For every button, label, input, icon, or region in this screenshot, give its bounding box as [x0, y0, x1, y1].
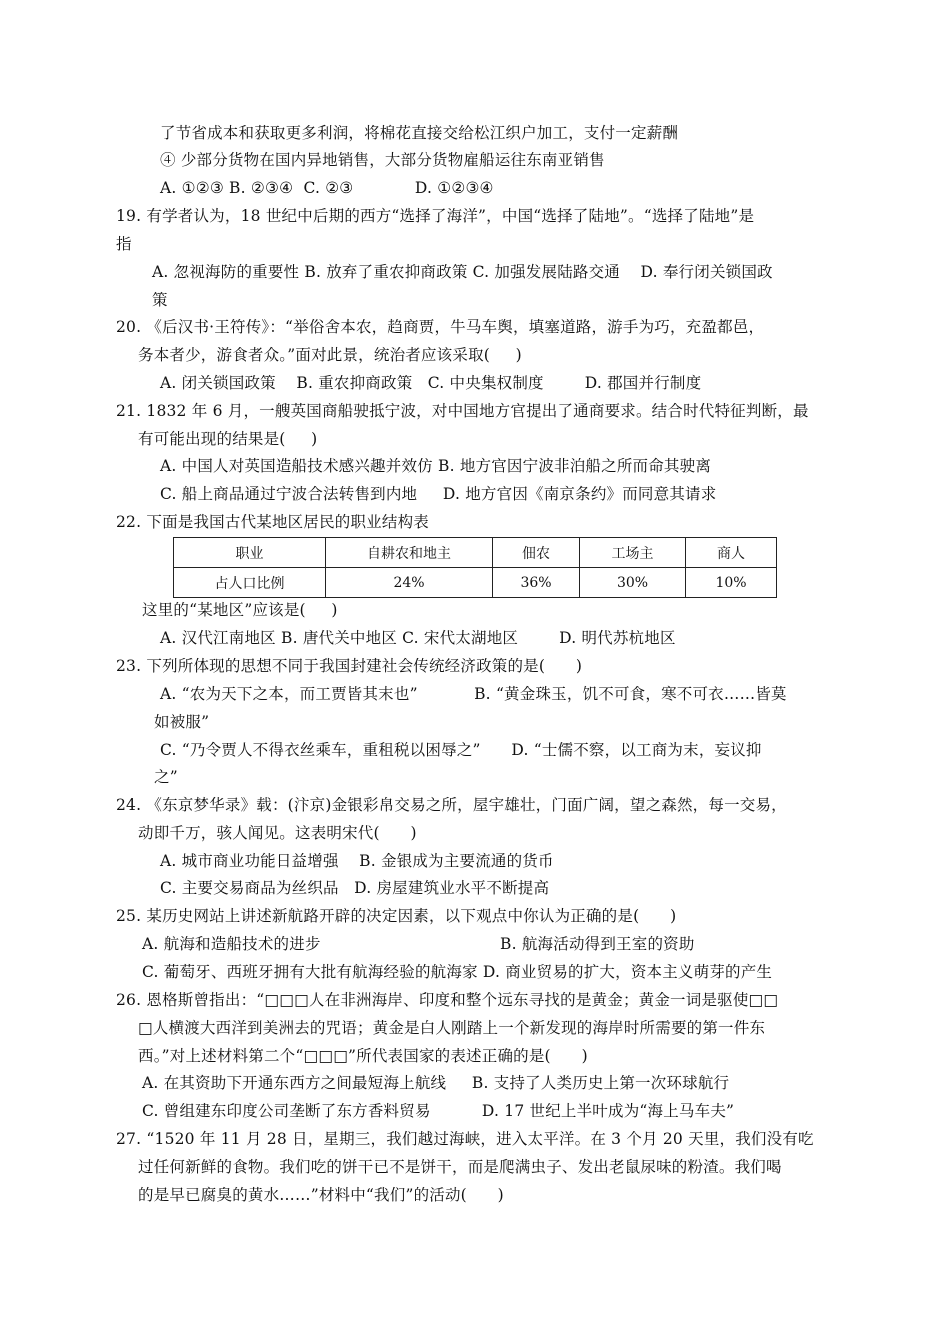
- text-line: 这里的“某地区”应该是( ): [142, 601, 338, 619]
- table-cell: 商人: [686, 538, 777, 568]
- text-line: 的是早已腐臭的黄水……”材料中“我们”的活动( ): [138, 1186, 504, 1204]
- table-header-row: [174, 538, 777, 568]
- table-cell: 36%: [493, 568, 580, 598]
- table-cell: 24%: [326, 568, 493, 598]
- question-23: 23. 下列所体现的思想不同于我国封建社会传统经济政策的是( ): [116, 657, 583, 675]
- question-27: 27. “1520 年 11 月 28 日，星期三，我们越过海峡，进入太平洋。在 3 个月 20 天里，我们没有吃: [116, 1130, 814, 1148]
- option-line: A. 忽视海防的重要性 B. 放弃了重农抑商政策 C. 加强发展陆路交通 D. 奉行闭关锁国政: [152, 263, 773, 281]
- text-line: 了节省成本和获取更多利润，将棉花直接交给松江织户加工，支付一定薪酬: [160, 124, 679, 142]
- table-cell: 10%: [686, 568, 777, 598]
- question-21: 21. 1832 年 6 月，一艘英国商船驶抵宁波，对中国地方官提出了通商要求。结合时代特征判断，最: [116, 402, 809, 420]
- question-25: 25. 某历史网站上讲述新航路开辟的决定因素，以下观点中你认为正确的是( ): [116, 907, 677, 925]
- text-line: 动即千万，骇人闻见。这表明宋代( ): [138, 824, 417, 842]
- table-cell: 佃农: [493, 538, 580, 568]
- text-line: 过任何新鲜的食物。我们吃的饼干已不是饼干，而是爬满虫子、发出老鼠尿味的粉渣。我们喝: [138, 1158, 782, 1176]
- option-line: B. 航海活动得到王室的资助: [500, 935, 695, 953]
- question-24: 24. 《东京梦华录》载：(汴京)金银彩帛交易之所，屋宇雄壮，门面广阔，望之森然，每一交易，: [116, 796, 787, 814]
- table-cell: 职业: [174, 538, 326, 568]
- option-line: C. 主要交易商品为丝织品 D. 房屋建筑业水平不断提高: [160, 879, 550, 897]
- text-line: 如被服”: [154, 713, 210, 731]
- question-20: 20. 《后汉书·王符传》：“举俗舍本农，趋商贾，牛马车舆，填塞道路，游手为巧，充盈都邑，: [116, 318, 765, 336]
- option-line: A. 航海和造船技术的进步: [142, 935, 321, 953]
- option-line: C. 船上商品通过宁波合法转售到内地 D. 地方官因《南京条约》而同意其请求: [160, 485, 717, 503]
- text-line: 务本者少，游食者众。”面对此景，统治者应该采取( ): [138, 346, 522, 364]
- option-line: A. 闭关锁国政策 B. 重农抑商政策 C. 中央集权制度 D. 郡国并行制度: [160, 374, 702, 392]
- occupation-table: [173, 537, 777, 598]
- text-line: 之”: [154, 768, 178, 786]
- text-line: 西。”对上述材料第二个“□□□”所代表国家的表述正确的是( ): [138, 1047, 588, 1065]
- text-line: 指: [116, 235, 132, 253]
- question-22: 22. 下面是我国古代某地区居民的职业结构表: [116, 513, 429, 531]
- text-line: □人横渡大西洋到美洲去的咒语；黄金是白人刚踏上一个新发现的海岸时所需要的第一件东: [138, 1019, 766, 1037]
- question-19: 19. 有学者认为，18 世纪中后期的西方“选择了海洋”，中国“选择了陆地”。“选择了陆地”是: [116, 207, 755, 225]
- option-line: A. ①②③ B. ②③④ C. ②③ D. ①②③④: [160, 179, 494, 197]
- option-line: C. 曾组建东印度公司垄断了东方香料贸易 D. 17 世纪上半叶成为“海上马车夫”: [142, 1102, 735, 1120]
- option-line: C. 葡萄牙、西班牙拥有大批有航海经验的航海家 D. 商业贸易的扩大，资本主义萌芽的产生: [142, 963, 773, 981]
- option-line: A. 在其资助下开通东西方之间最短海上航线 B. 支持了人类历史上第一次环球航行: [142, 1074, 730, 1092]
- option-line: C. “乃令贾人不得衣丝乘车，重租税以困辱之” D. “士儒不察，以工商为末，妄议抑: [160, 741, 762, 759]
- question-26: 26. 恩格斯曾指出：“□□□人在非洲海岸、印度和整个远东寻找的是黄金；黄金一词是驱使□□: [116, 991, 779, 1009]
- table-cell: 占人口比例: [174, 568, 326, 598]
- table-cell: 30%: [580, 568, 686, 598]
- text-line: 有可能出现的结果是( ): [138, 430, 318, 448]
- option-line: A. 中国人对英国造船技术感兴趣并效仿 B. 地方官因宁波非泊船之所而命其驶离: [160, 457, 712, 475]
- table-row: [174, 568, 777, 598]
- text-line: ④ 少部分货物在国内异地销售，大部分货物雇船运往东南亚销售: [160, 151, 605, 169]
- table-cell: 自耕农和地主: [326, 538, 493, 568]
- option-line: A. 城市商业功能日益增强 B. 金银成为主要流通的货币: [160, 852, 554, 870]
- option-line: A. “农为天下之本，而工贾皆其末也” B. “黄金珠玉，饥不可食，寒不可衣……皆莫: [160, 685, 787, 703]
- table-cell: 工场主: [580, 538, 686, 568]
- option-line: A. 汉代江南地区 B. 唐代关中地区 C. 宋代太湖地区 D. 明代苏杭地区: [160, 629, 676, 647]
- text-line: 策: [152, 291, 168, 309]
